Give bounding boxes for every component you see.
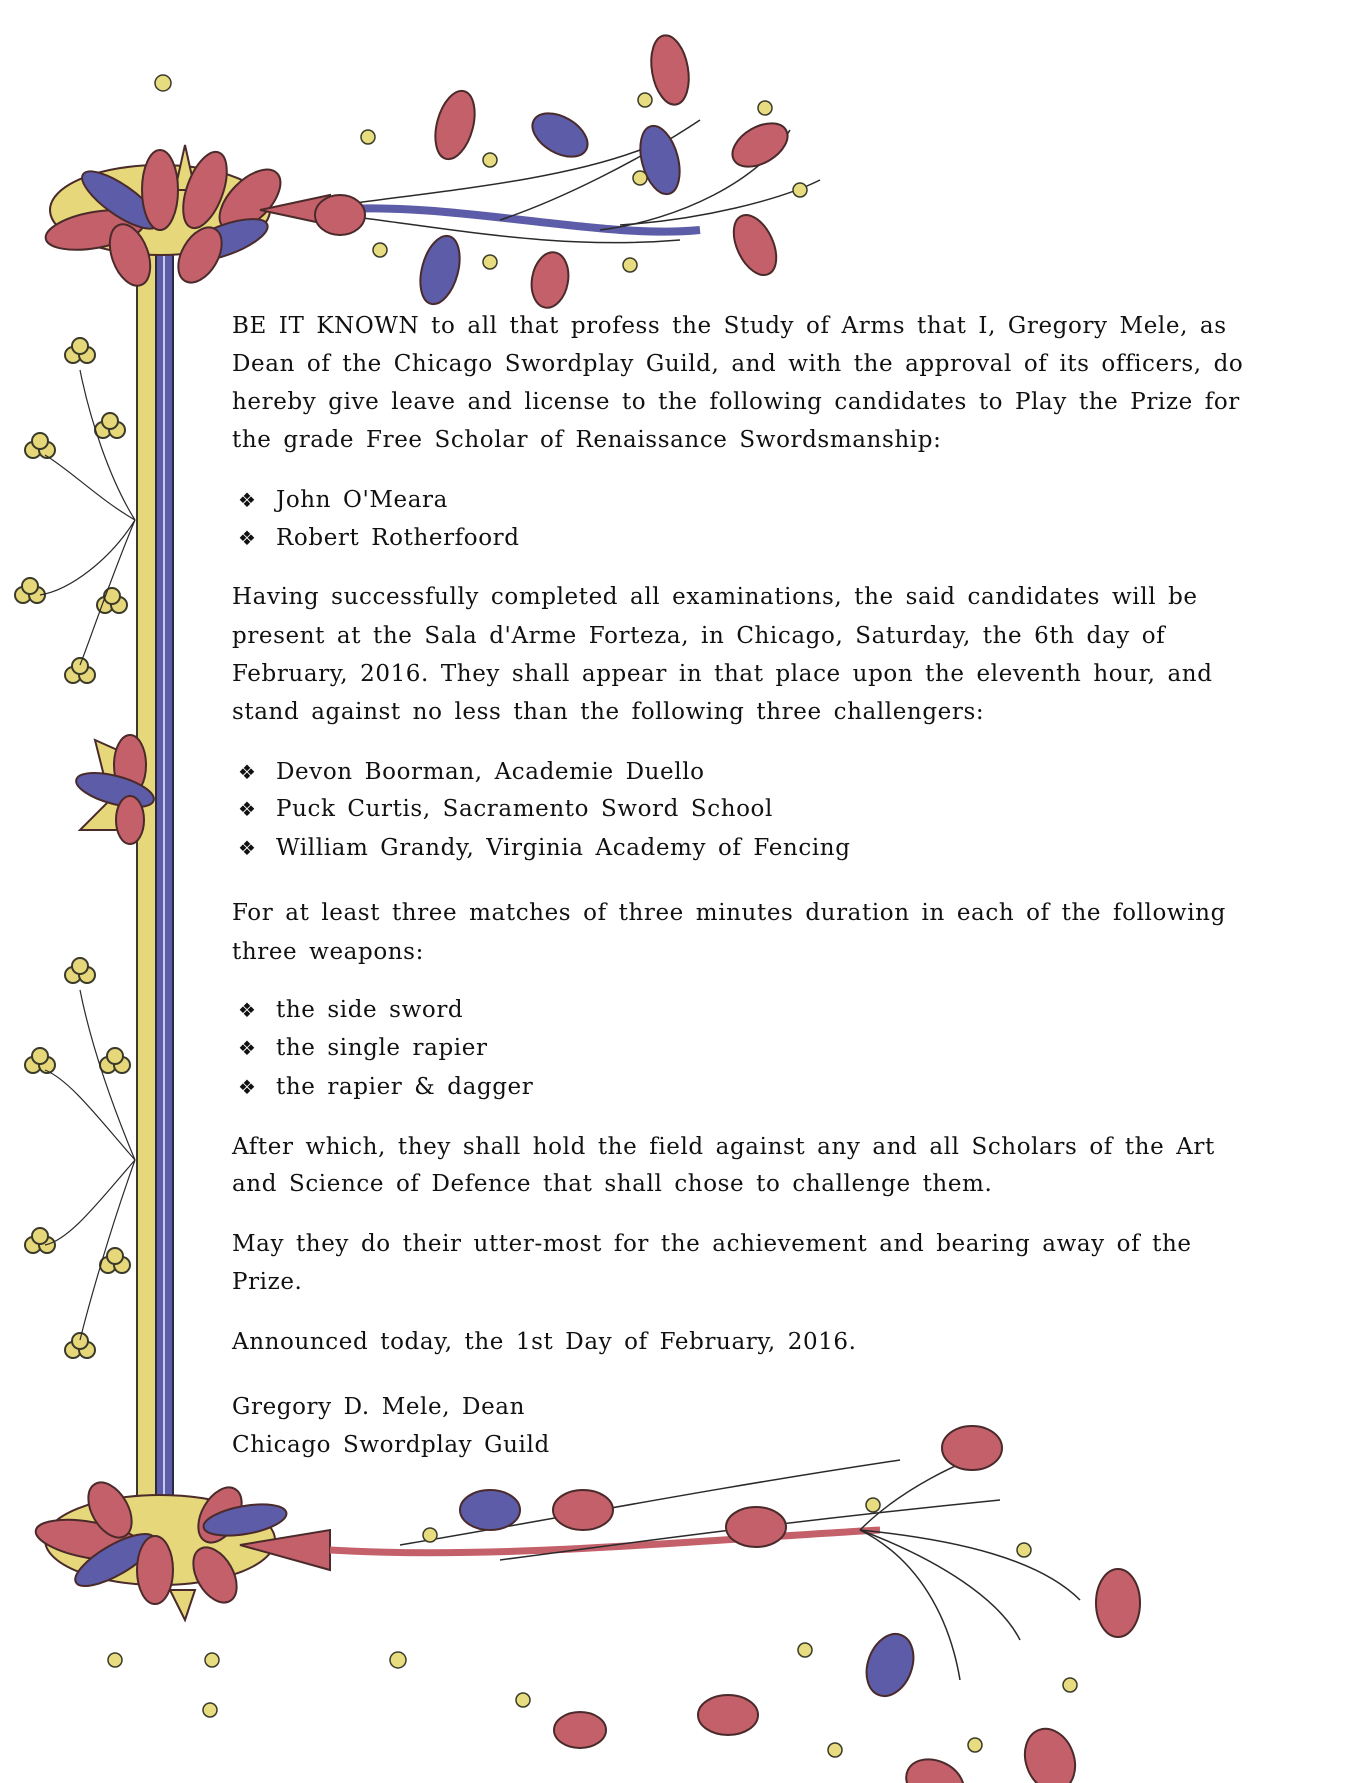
challenger-name: Puck Curtis, Sacramento Sword School [276,796,773,822]
challenger-name: Devon Boorman, Academie Duello [276,759,705,785]
paragraph-matches-line: For at least three matches of three minutes duration in each of the following [232,900,1226,926]
bullet-icon: ❖ [238,488,257,512]
signature-organization: Chicago Swordplay Guild [232,1432,550,1458]
bullet-icon: ❖ [238,1075,257,1099]
paragraph-matches-line: three weapons: [232,939,424,965]
bullet-icon: ❖ [238,836,257,860]
candidate-list-item [238,485,448,515]
challenger-list-item [238,757,705,787]
paragraph-intro-line: BE IT KNOWN to all that profess the Study of Arms that I, Gregory Mele, as [232,313,1227,339]
top-left-flower-ornament [43,145,330,291]
paragraph-field-line: After which, they shall hold the field against any and all Scholars of the Art [232,1134,1215,1160]
weapon-name: the single rapier [276,1035,488,1061]
weapon-list-item [238,1033,488,1063]
paragraph-intro-line: hereby give leave and license to the following candidates to Play the Prize for [232,389,1240,415]
weapon-list-item [238,995,464,1025]
weapon-list-item [238,1072,534,1102]
bottom-spray [330,1450,1080,1680]
paragraph-examination-line: present at the Sala d'Arme Forteza, in Chicago, Saturday, the 6th day of [232,623,1166,649]
bottom-left-flower-ornament [33,1475,330,1620]
left-border-bar [137,250,173,1530]
bullet-icon: ❖ [238,797,257,821]
announcement-date: Announced today, the 1st Day of February, 2016. [232,1329,857,1355]
bullet-icon: ❖ [238,998,257,1022]
bottom-spray-leaves [460,1426,1140,1783]
weapon-name: the rapier & dagger [276,1074,534,1100]
challenger-name: William Grandy, Virginia Academy of Fencing [276,835,851,861]
candidate-list-item [238,523,520,553]
candidate-name: John O'Meara [276,487,448,513]
left-tendrils [40,370,135,1340]
challenger-list-item [238,794,773,824]
paragraph-examination-line: Having successfully completed all examinations, the said candidates will be [232,584,1198,610]
candidate-name: Robert Rotherfoord [276,525,520,551]
paragraph-field-line: and Science of Defence that shall chose to challenge them. [232,1171,993,1197]
paragraph-blessing-line: Prize. [232,1269,303,1295]
bullet-icon: ❖ [238,760,257,784]
left-trefoils [15,338,130,1358]
paragraph-examination-line: stand against no less than the following three challengers: [232,699,985,725]
paragraph-blessing-line: May they do their utter-most for the achievement and bearing away of the [232,1231,1192,1257]
paragraph-intro-line: Dean of the Chicago Swordplay Guild, and with the approval of its officers, do [232,351,1244,377]
paragraph-examination-line: February, 2016. They shall appear in that place upon the eleventh hour, and [232,661,1213,687]
bullet-icon: ❖ [238,1036,257,1060]
challenger-list-item [238,833,851,863]
top-spray-leaves [315,32,795,310]
signature-name: Gregory D. Mele, Dean [232,1394,526,1420]
paragraph-intro-line: the grade Free Scholar of Renaissance Swordsmanship: [232,427,942,453]
bullet-icon: ❖ [238,526,257,550]
weapon-name: the side sword [276,997,464,1023]
